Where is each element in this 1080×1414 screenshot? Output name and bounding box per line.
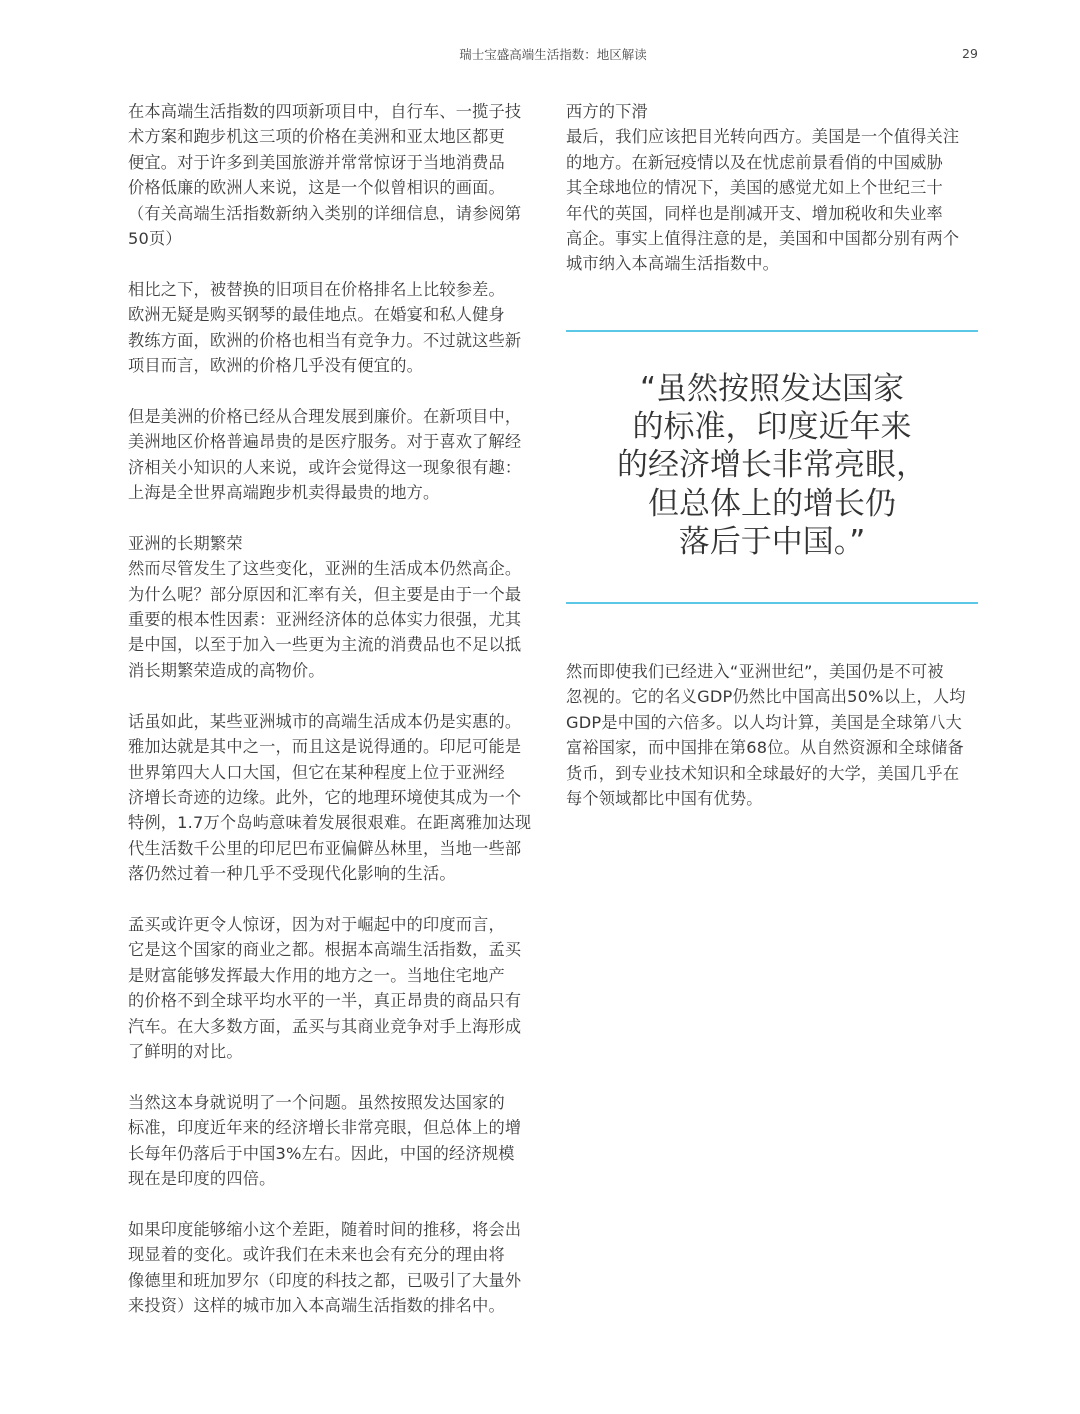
left-column <box>128 99 558 1344</box>
text-line: 的地方。在新冠疫情以及在忧虑前景看俏的中国威胁 <box>566 152 943 172</box>
text-line: 每个领域都比中国有优势。 <box>566 789 763 809</box>
text-line: 代生活数千公里的印尼巴布亚偏僻丛林里，当地一些部 <box>128 838 522 858</box>
paragraph <box>128 99 558 251</box>
text-line: 美洲地区价格普遍昂贵的是医疗服务。对于喜欢了解经 <box>128 432 522 452</box>
text-line: GDP是中国的六倍多。以人均计算，美国是全球第八大 <box>566 712 962 732</box>
text-line: 汽车。在大多数方面，孟买与其商业竞争对手上海形成 <box>128 1016 522 1036</box>
text-line: （有关高端生活指数新纳入类别的详细信息，请参阅第 <box>128 203 522 223</box>
quote-line: “虽然按照发达国家 <box>639 371 905 407</box>
text-line: 济增长奇迹的边缘。此外，它的地理环境使其成为一个 <box>128 787 522 807</box>
paragraph <box>566 99 986 277</box>
text-line: 是财富能够发挥最大作用的地方之一。当地住宅地产 <box>128 965 505 985</box>
text-line: 了鲜明的对比。 <box>128 1041 243 1061</box>
paragraph <box>566 659 986 811</box>
text-line: 货币，到专业技术知识和全球最好的大学，美国几乎在 <box>566 763 960 783</box>
paragraph <box>128 709 558 887</box>
paragraph <box>128 1090 558 1192</box>
right-column-top <box>566 99 986 302</box>
text-line: 高企。事实上值得注意的是，美国和中国都分别有两个 <box>566 229 960 249</box>
text-line: 像德里和班加罗尔（印度的科技之都，已吸引了大量外 <box>128 1270 522 1290</box>
text-line: 话虽如此，某些亚洲城市的高端生活成本仍是实惠的。 <box>128 711 522 731</box>
quote-bottom-rule <box>566 602 978 604</box>
text-line: 然而尽管发生了这些变化，亚洲的生活成本仍然高企。 <box>128 559 522 579</box>
text-line: 长每年仍落后于中国3%左右。因此，中国的经济规模 <box>128 1143 515 1163</box>
paragraph <box>128 1217 558 1319</box>
text-line: 上海是全世界高端跑步机卖得最贵的地方。 <box>128 483 440 503</box>
text-line: 落仍然过着一种几乎不受现代化影响的生活。 <box>128 864 456 884</box>
text-line: 如果印度能够缩小这个差距，随着时间的推移，将会出 <box>128 1219 522 1239</box>
text-line: 是中国，以至于加入一些更为主流的消费品也不足以抵 <box>128 635 522 655</box>
text-line: 50页） <box>128 229 182 249</box>
text-line: 西方的下滑 <box>566 102 648 121</box>
text-line: 它是这个国家的商业之都。根据本高端生活指数，孟买 <box>128 940 522 960</box>
quote-line: 但总体上的增长仍 <box>648 485 896 522</box>
text-line: 教练方面，欧洲的价格也相当有竞争力。不过就这些新 <box>128 330 522 350</box>
text-line: 特例，1.7万个岛屿意味着发展很艰难。在距离雅加达现 <box>128 813 532 833</box>
paragraph <box>128 531 558 683</box>
text-line: 但是美洲的价格已经从合理发展到廉价。在新项目中， <box>128 406 522 426</box>
text-line: 其全球地位的情况下，美国的感觉尤如上个世纪三十 <box>566 178 943 198</box>
text-line: 然而即使我们已经进入“亚洲世纪”，美国仍是不可被 <box>566 662 944 681</box>
text-line: 价格低廉的欧洲人来说，这是一个似曾相识的画面。 <box>128 178 505 198</box>
quote-line: 的标准，印度近年来 <box>632 409 912 446</box>
quote-top-rule <box>566 330 978 332</box>
quote-line: 落后于中国。” <box>678 523 866 560</box>
paragraph <box>128 912 558 1064</box>
text-line: 孟买或许更令人惊讶，因为对于崛起中的印度而言， <box>128 914 505 934</box>
text-line: 现在是印度的四倍。 <box>128 1168 276 1188</box>
pull-quote <box>566 370 978 561</box>
text-line: 标准，印度近年来的经济增长非常亮眼，但总体上的增 <box>128 1118 522 1138</box>
text-line: 欧洲无疑是购买钢琴的最佳地点。在婚宴和私人健身 <box>128 305 505 325</box>
text-line: 的价格不到全球平均水平的一半，真正昂贵的商品只有 <box>128 991 522 1011</box>
running-header-title: 瑞士宝盛高端生活指数：地区解读 <box>459 47 647 62</box>
text-line: 来投资）这样的城市加入本高端生活指数的排名中。 <box>128 1295 505 1315</box>
text-line: 年代的英国，同样也是削减开支、增加税收和失业率 <box>566 203 943 223</box>
text-line: 最后，我们应该把目光转向西方。美国是一个值得关注 <box>566 127 960 147</box>
text-line: 富裕国家，而中国排在第68位。从自然资源和全球储备 <box>566 738 964 758</box>
text-line: 亚洲的长期繁荣 <box>128 533 243 553</box>
text-line: 项目而言，欧洲的价格几乎没有便宜的。 <box>128 356 423 376</box>
text-line: 便宜。对于许多到美国旅游并常常惊讶于当地消费品 <box>128 152 505 172</box>
text-line: 相比之下，被替换的旧项目在价格排名上比较参差。 <box>128 279 505 299</box>
text-line: 当然这本身就说明了一个问题。虽然按照发达国家的 <box>128 1092 505 1112</box>
paragraph <box>128 277 558 379</box>
paragraph <box>128 404 558 506</box>
quote-line: 的经济增长非常亮眼， <box>617 447 927 484</box>
text-line: 城市纳入本高端生活指数中。 <box>566 254 780 274</box>
text-line: 消长期繁荣造成的高物价。 <box>128 660 325 680</box>
text-line: 现显着的变化。或许我们在未来也会有充分的理由将 <box>128 1245 505 1265</box>
text-line: 重要的根本性因素：亚洲经济体的总体实力很强，尤其 <box>128 610 522 630</box>
page-number: 29 <box>962 46 978 61</box>
text-line: 雅加达就是其中之一，而且这是说得通的。印尼可能是 <box>128 737 522 757</box>
text-line: 忽视的。它的名义GDP仍然比中国高出50%以上，人均 <box>566 687 966 707</box>
text-line: 为什么呢？部分原因和汇率有关，但主要是由于一个最 <box>128 584 522 604</box>
text-line: 济相关小知识的人来说，或许会觉得这一现象很有趣： <box>128 457 522 477</box>
text-line: 术方案和跑步机这三项的价格在美洲和亚太地区都更 <box>128 127 505 147</box>
text-line: 在本高端生活指数的四项新项目中，自行车、一揽子技 <box>128 102 522 121</box>
text-line: 世界第四大人口大国，但它在某种程度上位于亚洲经 <box>128 762 505 782</box>
right-column-bottom <box>566 659 986 837</box>
